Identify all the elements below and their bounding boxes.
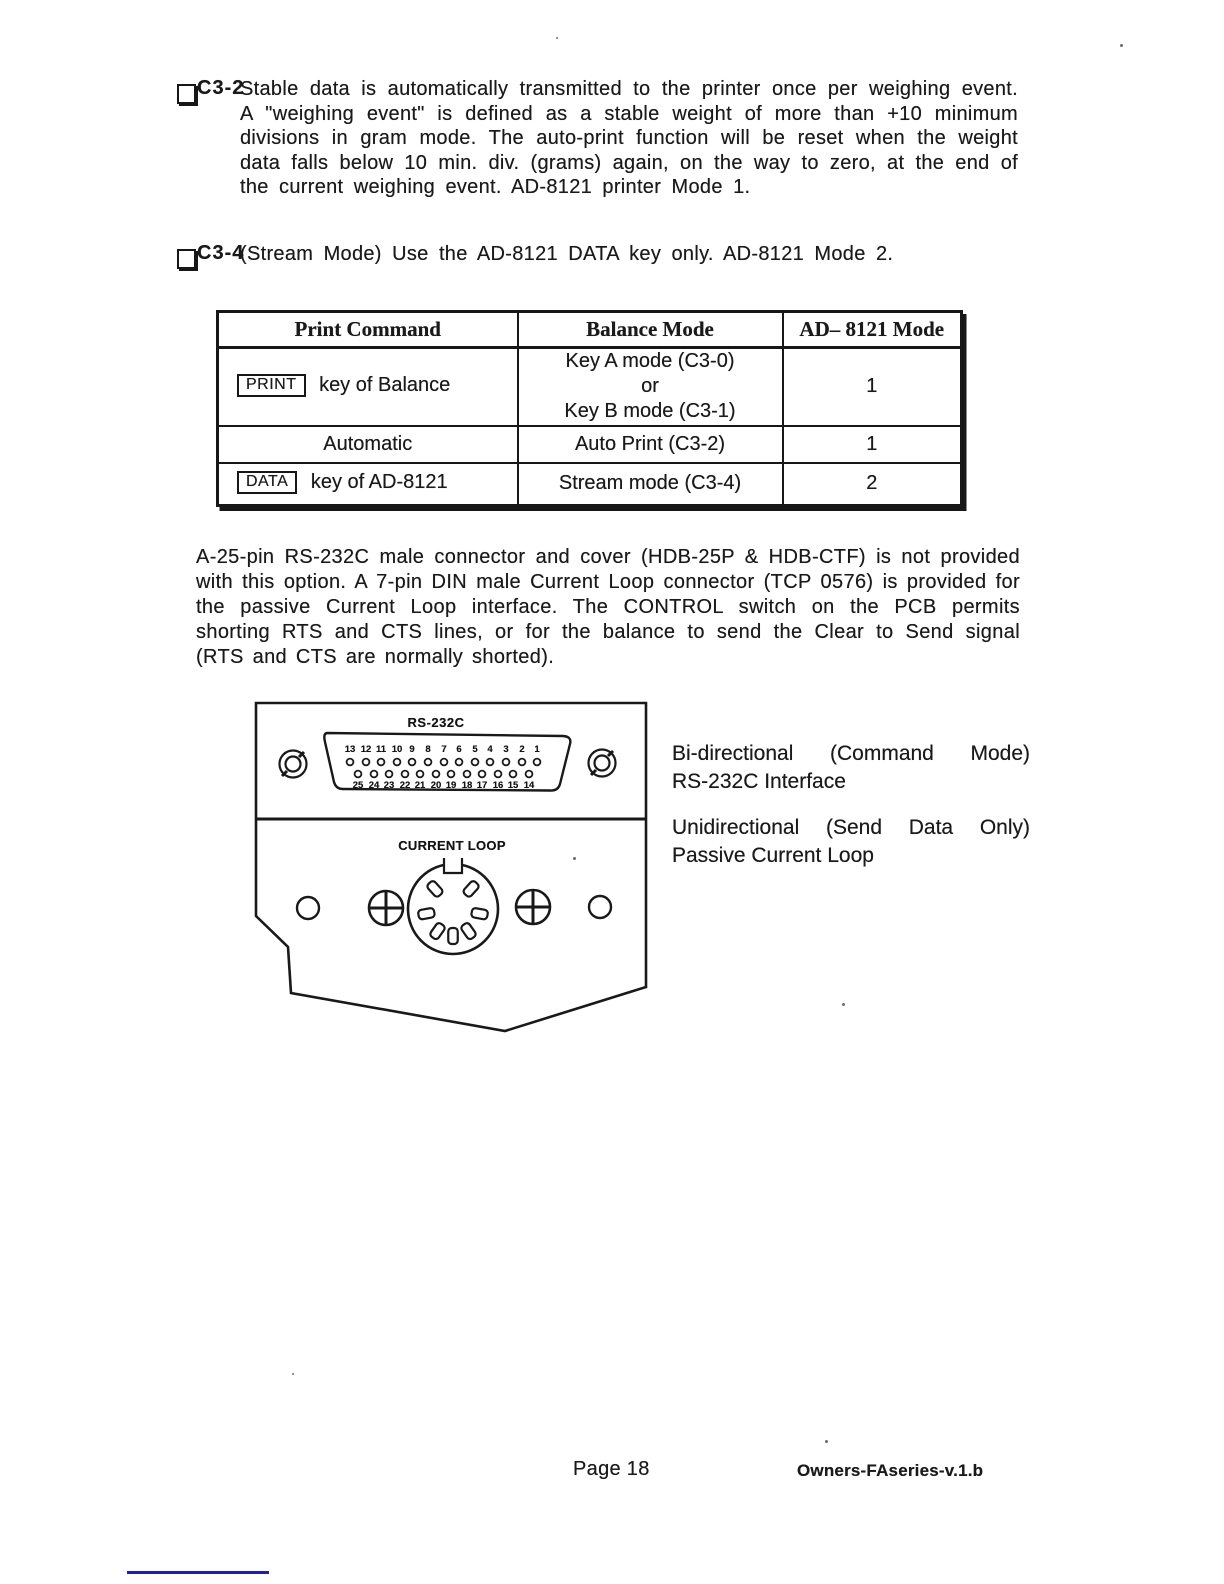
cell-text: or <box>641 375 659 398</box>
svg-text:23: 23 <box>383 780 395 791</box>
bullet-text: (Stream Mode) Use the AD-8121 DATA key only. AD-8121 Mode 2. <box>240 243 894 265</box>
svg-text:24: 24 <box>368 780 380 791</box>
svg-text:25: 25 <box>352 780 364 791</box>
column-header: Balance Mode <box>518 312 783 348</box>
phillips-screw-icon <box>369 891 403 925</box>
cell-text: Key B mode (C3-1) <box>564 400 736 423</box>
svg-text:1: 1 <box>534 744 540 755</box>
scan-speck <box>573 857 576 860</box>
svg-text:15: 15 <box>507 780 519 791</box>
svg-text:7: 7 <box>441 744 447 755</box>
svg-text:4: 4 <box>487 744 493 755</box>
cell-text: Auto Print (C3-2) <box>518 426 783 463</box>
table-row <box>218 348 962 426</box>
page-number: Page 18 <box>573 1458 650 1480</box>
svg-text:17: 17 <box>476 780 488 791</box>
svg-text:2: 2 <box>519 744 525 755</box>
bullet-label: C3-4 <box>197 242 245 264</box>
svg-text:18: 18 <box>461 780 473 791</box>
ballot-box-icon <box>177 84 196 104</box>
svg-text:21: 21 <box>414 780 426 791</box>
cell-text: 2 <box>783 463 962 506</box>
scan-speck <box>556 37 558 39</box>
svg-text:11: 11 <box>375 744 387 755</box>
table-row <box>218 463 962 506</box>
column-header: AD– 8121 Mode <box>783 312 962 348</box>
cell-text: key of Balance <box>319 374 451 397</box>
cell-text: 1 <box>783 348 962 426</box>
blue-underline <box>127 1571 269 1574</box>
scan-speck <box>1120 44 1123 47</box>
connector-panel-diagram <box>246 694 656 1040</box>
cell-text: key of AD-8121 <box>310 471 448 494</box>
svg-text:8: 8 <box>425 744 431 755</box>
data-key: DATA <box>237 471 297 494</box>
rs232c-label: RS-232C <box>407 715 465 730</box>
cell-text: Stream mode (C3-4) <box>518 463 783 506</box>
svg-text:6: 6 <box>456 744 462 755</box>
scan-speck <box>292 1373 294 1375</box>
phillips-screw-icon <box>516 890 550 924</box>
bullet-label: C3-2 <box>197 77 245 99</box>
bullet-text: Stable data is automatically transmitted to the printer once per weighing event. A "weighing event" is defined as a stable weight of more than +10 minimum divisions in gram mode. The auto-print function will be reset when the weight data falls below 10 min. div. (grams) again, on the way to zero, at the end of the current weighing event. AD-8121 printer Mode 1. <box>240 78 1018 199</box>
scan-speck <box>825 1440 828 1443</box>
svg-text:13: 13 <box>344 744 356 755</box>
cell-text: Automatic <box>218 426 518 463</box>
cell-text: Key A mode (C3-0) <box>565 350 735 373</box>
body-paragraph: A-25-pin RS-232C male connector and cover (HDB-25P & HDB-CTF) is not provided with this option. A 7-pin DIN male Current Loop connector (TCP 0576) is provided for the passive Current Loop interface. The CONTROL switch on the PCB permits shorting RTS and CTS lines, or for the balance to send the Clear to Send signal (RTS and CTS are normally shorted). <box>196 546 1020 668</box>
table-row <box>218 426 962 463</box>
print-command-table <box>216 310 963 507</box>
caption-line: Bi-directional (Command Mode) <box>672 742 1030 765</box>
caption-current-loop <box>672 814 1030 869</box>
caption-rs232c <box>672 740 1030 795</box>
svg-text:3: 3 <box>503 744 509 755</box>
svg-text:10: 10 <box>391 744 403 755</box>
column-header: Print Command <box>218 312 518 348</box>
cell-text: 1 <box>783 426 962 463</box>
caption-line: RS-232C Interface <box>672 769 846 793</box>
svg-text:9: 9 <box>409 744 415 755</box>
caption-line: Unidirectional (Send Data Only) <box>672 816 1030 839</box>
ballot-box-icon <box>177 249 196 269</box>
current-loop-label: CURRENT LOOP <box>398 838 506 853</box>
print-key: PRINT <box>237 374 306 397</box>
svg-text:12: 12 <box>360 744 372 755</box>
svg-text:22: 22 <box>399 780 411 791</box>
svg-text:19: 19 <box>445 780 457 791</box>
svg-text:5: 5 <box>472 744 478 755</box>
caption-line: Passive Current Loop <box>672 843 874 867</box>
document-version-label: Owners-FAseries-v.1.b <box>797 1461 984 1480</box>
svg-text:20: 20 <box>430 780 442 791</box>
scan-speck <box>842 1003 845 1006</box>
svg-text:14: 14 <box>523 780 535 791</box>
svg-text:16: 16 <box>492 780 504 791</box>
